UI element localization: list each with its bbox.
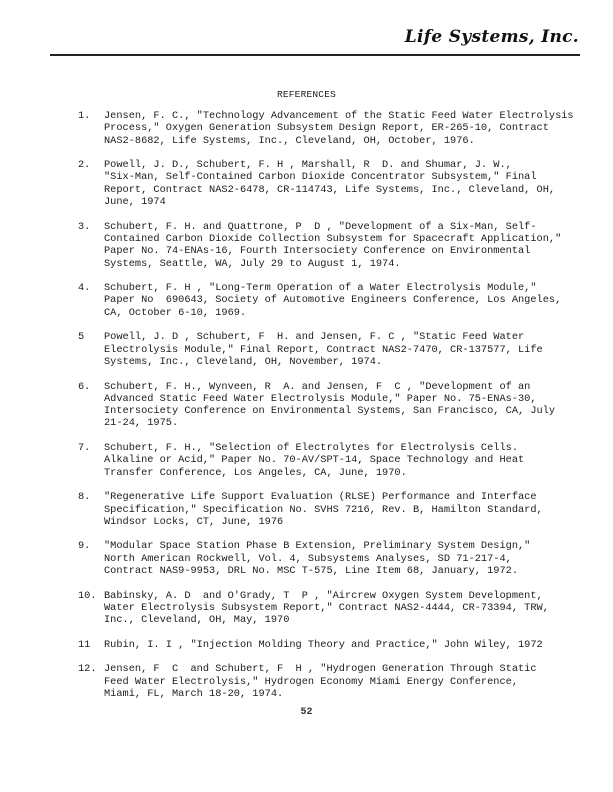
reference-number: 6. — [78, 380, 91, 393]
reference-item — [78, 159, 578, 208]
reference-item — [78, 663, 578, 700]
reference-item — [78, 442, 578, 479]
reference-item — [78, 221, 578, 270]
reference-list — [78, 110, 578, 713]
header-rule — [50, 54, 580, 56]
company-brand-header: Life Systems, Inc. — [404, 27, 579, 47]
reference-number: 3. — [78, 220, 91, 233]
reference-item — [78, 491, 578, 528]
page-title: REFERENCES — [276, 89, 336, 100]
reference-number: 9. — [78, 540, 91, 553]
reference-text: Jensen, F C and Schubert, F H , "Hydrogen Generation Through Static Feed Water Electrolysis," Hydrogen Economy Miami Energy Conference, Miami, FL, March 18-20, 1974. — [104, 663, 537, 700]
reference-number: 1. — [78, 110, 91, 122]
reference-item — [78, 110, 578, 147]
reference-text: Schubert, F. H., "Selection of Electrolytes for Electrolysis Cells. Alkaline or Acid," Paper No. 70-AV/SPT-14, Space Technology and Heat Transfer Conference, Los Angeles, CA, June, 1970. — [104, 442, 525, 479]
reference-number: 10. — [78, 589, 97, 602]
reference-text: Schubert, F. H., Wynveen, R A. and Jensen, F C , "Development of an Advanced Static Feed Water Electrolysis Module," Paper No. 75-ENAs-30, Intersociety Conference on Environmental Systems, San Francisco, CA, July 21-24, 1975. — [104, 380, 556, 430]
reference-number: 4. — [78, 282, 91, 295]
reference-number: 11 — [78, 638, 91, 651]
reference-text: Schubert, F. H , "Long-Term Operation of a Water Electrolysis Module," Paper No 690643, Society of Automotive Engineers Conference, Los Angeles, CA, October 6-10, 1969. — [104, 282, 562, 319]
reference-item — [78, 540, 578, 577]
reference-text: "Regenerative Life Support Evaluation (RLSE) Performance and Interface Specification," Specification No. SVHS 7216, Rev. B, Hamilton Standard, Windsor Locks, CT, June, 1976 — [104, 491, 543, 528]
reference-number: 7. — [78, 442, 91, 455]
reference-number: 5 — [78, 331, 85, 344]
reference-number: 12. — [78, 663, 97, 676]
reference-number: 2. — [78, 159, 91, 172]
page-number: 52 — [300, 707, 313, 718]
reference-text: Powell, J. D , Schubert, F H. and Jensen, F. C , "Static Feed Water Electrolysis Module," Final Report, Contract NAS2-7470, CR-137577, Life Systems, Inc., Cleveland, OH, November, 1974. — [104, 331, 543, 368]
reference-text: Powell, J. D., Schubert, F. H , Marshall, R D. and Shumar, J. W., "Six-Man, Self-Contained Carbon Dioxide Concentrator Subsystem," Final Report, Contract NAS2-6478, CR-114743, Life Systems, Inc., Cleveland, OH, June, 1974 — [104, 159, 556, 209]
reference-text: "Modular Space Station Phase B Extension, Preliminary System Design," North American Rockwell, Vol. 4, Subsystems Analyses, SD 71-217-4, Contract NAS9-9953, DRL No. MSC T-575, Line Item 68, January, 1972. — [104, 540, 531, 577]
reference-item — [78, 590, 578, 627]
reference-item — [78, 282, 578, 319]
reference-text: Jensen, F. C., "Technology Advancement of the Static Feed Water Electrolysis Process," Oxygen Generation Subsystem Design Report, ER-265-10, Contract NAS2-8682, Life Systems, Inc., Cleveland, OH, October, 1976. — [104, 110, 574, 147]
reference-item — [78, 331, 578, 368]
reference-item — [78, 381, 578, 430]
reference-text: Schubert, F. H. and Quattrone, P D , "Development of a Six-Man, Self- Contained Carbon Dioxide Collection Subsystem for Spacecraft Application," Paper No. 74-ENAs-16, Fourth Intersociety Conference on Environmental Systems, Seattle, WA, July 29 to August 1, 1974. — [104, 220, 562, 270]
reference-item — [78, 639, 578, 651]
reference-number: 8. — [78, 491, 91, 504]
reference-text: Rubin, I. I , "Injection Molding Theory and Practice," John Wiley, 1972 — [104, 638, 543, 651]
reference-text: Babinsky, A. D and O'Grady, T P , "Aircrew Oxygen System Development, Water Electrolysis Subsystem Report," Contract NAS2-4444, CR-73394, TRW, Inc., Cleveland, OH, May, 1970 — [104, 589, 549, 627]
